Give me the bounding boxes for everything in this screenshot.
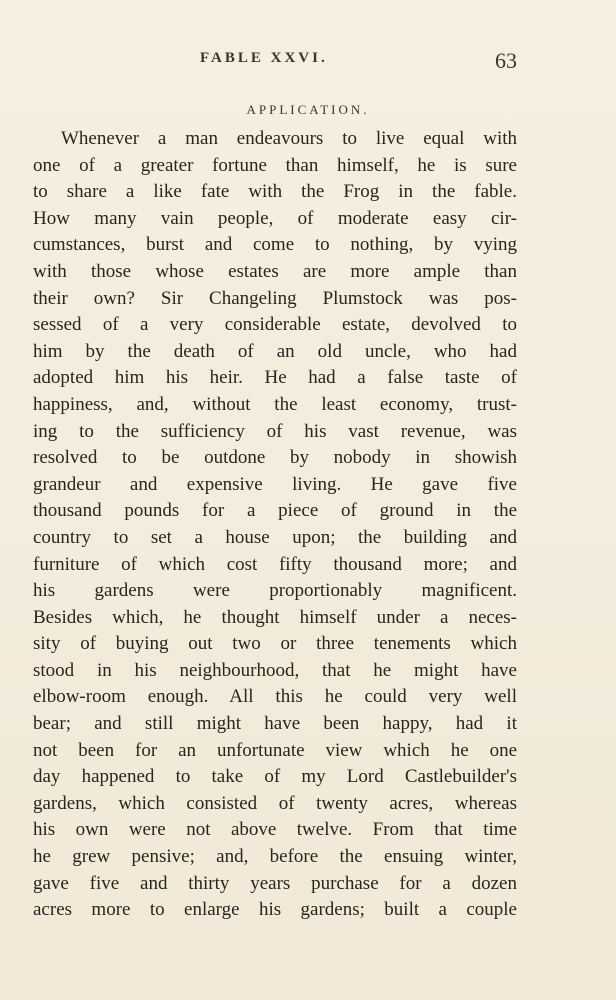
text-line: day happened to take of my Lord Castlebuilder's bbox=[33, 766, 517, 788]
text-line: not been for an unfortunate view which he one bbox=[33, 739, 517, 761]
text-line: ing to the sufficiency of his vast revenue, was bbox=[33, 420, 517, 442]
text-line: their own? Sir Changeling Plumstock was pos- bbox=[33, 287, 517, 309]
page-number: 63 bbox=[495, 48, 517, 73]
text-line: gave five and thirty years purchase for a dozen bbox=[33, 872, 517, 894]
text-line: How many vain people, of moderate easy cir- bbox=[33, 207, 517, 229]
text-line: bear; and still might have been happy, had it bbox=[33, 713, 517, 735]
text-line: with those whose estates are more ample than bbox=[33, 260, 517, 282]
text-line: thousand pounds for a piece of ground in the bbox=[33, 500, 517, 522]
text-line: one of a greater fortune than himself, he is sure bbox=[33, 154, 517, 176]
text-line: to share a like fate with the Frog in the fable. bbox=[33, 181, 517, 203]
section-heading: APPLICATION. bbox=[246, 102, 370, 117]
text-line: elbow-room enough. All this he could very well bbox=[33, 686, 517, 708]
text-line: him by the death of an old uncle, who had bbox=[33, 340, 517, 362]
text-line: adopted him his heir. He had a false taste of bbox=[33, 367, 517, 389]
text-line: gardens, which consisted of twenty acres, whereas bbox=[33, 792, 517, 814]
text-line: sessed of a very considerable estate, devolved to bbox=[33, 314, 517, 336]
text-line: resolved to be outdone by nobody in showish bbox=[33, 447, 517, 469]
text-line: he grew pensive; and, before the ensuing winter, bbox=[33, 846, 517, 868]
text-line: happiness, and, without the least economy, trust- bbox=[33, 393, 517, 415]
text-line: sity of buying out two or three tenements which bbox=[33, 633, 517, 655]
text-line: furniture of which cost fifty thousand more; and bbox=[33, 553, 517, 575]
running-title: FABLE XXVI. bbox=[200, 50, 328, 66]
text-line: country to set a house upon; the building and bbox=[33, 526, 517, 548]
text-line: acres more to enlarge his gardens; built a couple bbox=[33, 899, 517, 921]
text-line: stood in his neighbourhood, that he might have bbox=[33, 659, 517, 681]
text-line: Besides which, he thought himself under a neces- bbox=[33, 606, 517, 628]
text-line: cumstances, burst and come to nothing, by vying bbox=[33, 234, 517, 256]
text-line: his gardens were proportionably magnificent. bbox=[33, 580, 517, 602]
text-line: his own were not above twelve. From that time bbox=[33, 819, 517, 841]
body-text bbox=[33, 126, 517, 924]
text-line: Whenever a man endeavours to live equal with bbox=[61, 128, 517, 149]
text-line: grandeur and expensive living. He gave five bbox=[33, 473, 517, 495]
running-head bbox=[0, 48, 616, 78]
